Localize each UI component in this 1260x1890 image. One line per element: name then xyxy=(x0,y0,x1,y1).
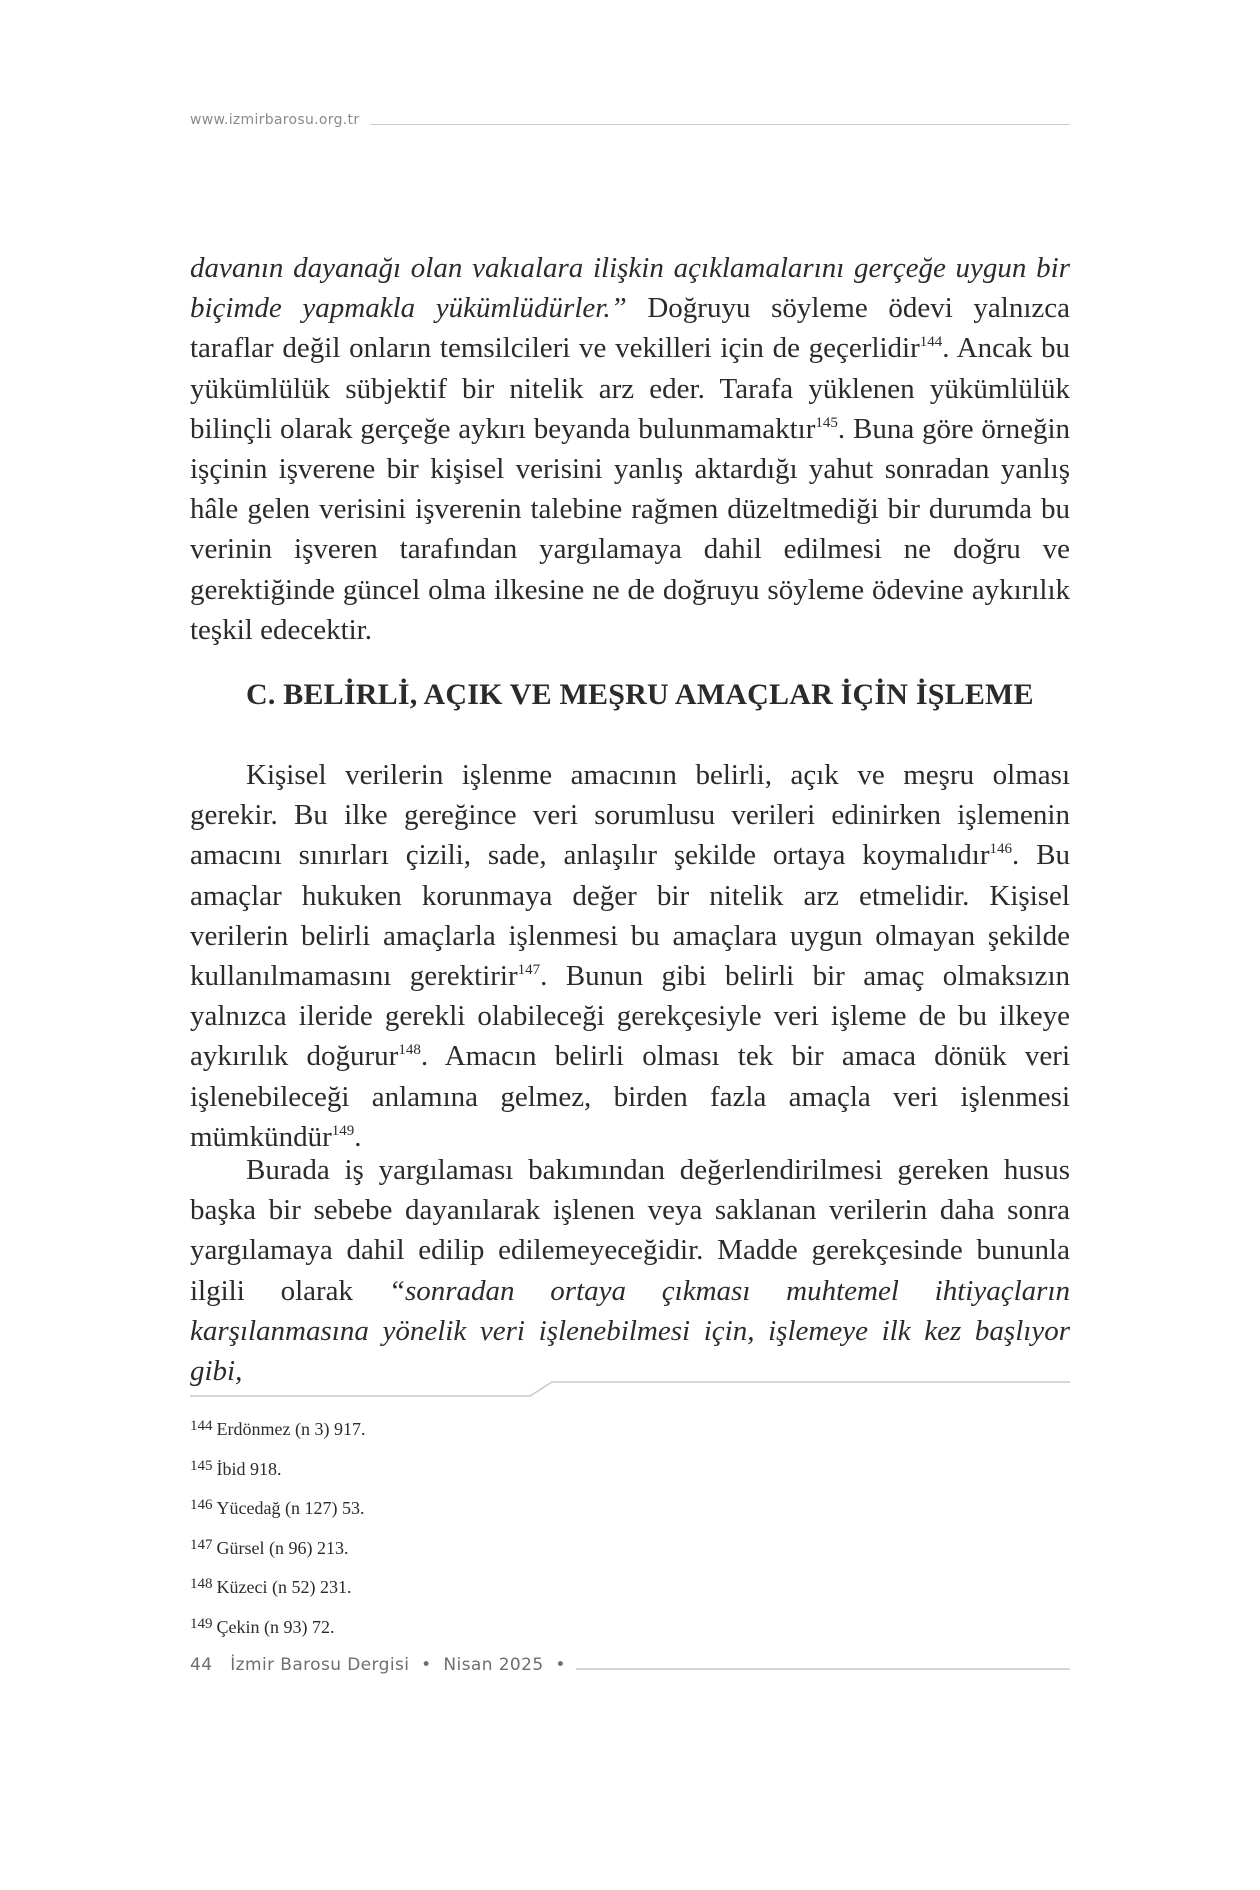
paragraph-1 xyxy=(190,248,1070,650)
footnote-ref[interactable]: 144 xyxy=(919,334,943,351)
footnote-text: Çekin (n 93) 72. xyxy=(216,1616,335,1637)
paragraph-text: . Bu amaçlar hukuken korunmaya değer bir nitelik arz etmelidir. Kişisel verilerin belirli amaçlarla işlenmesi bu amaçlara uygun olmayan şekilde kullanılmamasını gerektirir xyxy=(190,839,1071,993)
footnote-ref[interactable]: 148 xyxy=(398,1042,421,1059)
page-footer xyxy=(190,1655,1070,1679)
paragraph-3 xyxy=(190,1150,1070,1391)
paragraph-2 xyxy=(190,755,1070,1157)
italic-quote: davanın dayanağı olan vakıalara ilişkin açıklamalarını gerçeğe uygun bir biçimde yapmakla yükümlüdürler.” xyxy=(190,252,1070,325)
paragraph-text: . Amacın belirli olması tek bir amaca dönük veri işlenebileceği anlamına gelmez, birden fazla amaçla veri işlenmesi mümkündür xyxy=(190,1040,1070,1153)
paragraph-text: Burada iş yargılaması bakımından değerlendirilmesi gereken husus başka bir sebebe dayanılarak işlenen veya saklanan verilerin daha sonra yargılamaya dahil edilip edilemeyeceğidir. Madde gerekçesinde bununla ilgili olarak xyxy=(190,1154,1070,1307)
paragraph-text: . Buna göre örneğin işçinin işverene bir kişisel verisini yanlış aktardığı yahut sonradan yanlış hâle gelen verisini işverenin talebine rağmen düzeltmediği bir durumda bu verinin işveren tarafından yargılamaya dahil edilmesi ne doğru ve gerektiğinde güncel olma ilkesine ne de doğruyu söyleme ödevine aykırılık teşkil edecektir. xyxy=(190,412,1070,646)
footnote-text: İbid 918. xyxy=(216,1458,282,1479)
footnote-number: 149 xyxy=(190,1615,213,1632)
footnote-ref[interactable]: 149 xyxy=(331,1122,355,1139)
italic-quote: “sonradan ortaya çıkması muhtemel ihtiyaçların karşılanmasına yönelik veri işlenebilmesi için, işlemeye ilk kez başlıyor gibi, xyxy=(190,1274,1070,1388)
footnote-number: 148 xyxy=(190,1576,213,1592)
paragraph-text: . Bunun gibi belirli bir amaç olmaksızın yalnızca ileride gerekli olabileceği gerekçesiyle veri işleme de bu ilkeye aykırılık doğurur xyxy=(190,960,1070,1073)
page-header xyxy=(190,112,1070,132)
footnote-number: 145 xyxy=(190,1457,213,1474)
footnote-text: Küzeci (n 52) 231. xyxy=(216,1577,352,1597)
footnote-number: 144 xyxy=(190,1418,213,1434)
paragraph-text: . xyxy=(354,1120,362,1153)
bullet-separator: • xyxy=(555,1655,566,1675)
footnote-149 xyxy=(190,1616,365,1656)
footnote-145 xyxy=(190,1458,365,1498)
paragraph-text: Kişisel verilerin işlenme amacının belirli, açık ve meşru olması gerekir. Bu ilke gereğince veri sorumlusu verileri edinirken işlemenin amacını sınırları çizili, sade, anlaşılır şekilde ortaya koymalıdır xyxy=(190,759,1070,872)
footnotes xyxy=(190,1418,365,1655)
footnote-ref[interactable]: 145 xyxy=(815,414,838,431)
footnote-146 xyxy=(190,1497,365,1537)
footnote-text: Gürsel (n 96) 213. xyxy=(216,1537,349,1558)
footnote-divider xyxy=(190,1378,1070,1398)
paragraph-text: Doğruyu söyleme ödevi yalnızca taraflar değil onların temsilcileri ve vekilleri için de geçerlidir xyxy=(190,292,1071,365)
footnote-148 xyxy=(190,1576,365,1616)
footnote-ref[interactable]: 147 xyxy=(517,962,541,979)
bullet-separator: • xyxy=(421,1655,432,1675)
footer-text xyxy=(190,1655,576,1675)
issue-date: Nisan 2025 xyxy=(443,1655,544,1675)
footnote-144 xyxy=(190,1418,365,1458)
footnote-text: Yücedağ (n 127) 53. xyxy=(216,1498,365,1518)
paragraph-text: . Ancak bu yükümlülük sübjektif bir nitelik arz eder. Tarafa yüklenen yükümlülük bilinçli olarak gerçeğe aykırı beyanda bulunmamaktır xyxy=(190,332,1070,445)
footnote-ref[interactable]: 146 xyxy=(989,841,1013,858)
footnote-147 xyxy=(190,1537,365,1577)
footnote-text: Erdönmez (n 3) 917. xyxy=(216,1419,366,1439)
footnote-number: 147 xyxy=(190,1536,213,1553)
page-number: 44 xyxy=(190,1655,213,1675)
section-heading: C. BELİRLİ, AÇIK VE MEŞRU AMAÇLAR İÇİN İŞLEME xyxy=(246,678,1034,711)
footnote-number: 146 xyxy=(190,1497,213,1513)
site-url: www.izmirbarosu.org.tr xyxy=(190,112,365,128)
header-rule xyxy=(370,124,1070,125)
journal-name: İzmir Barosu Dergisi xyxy=(230,1655,410,1675)
